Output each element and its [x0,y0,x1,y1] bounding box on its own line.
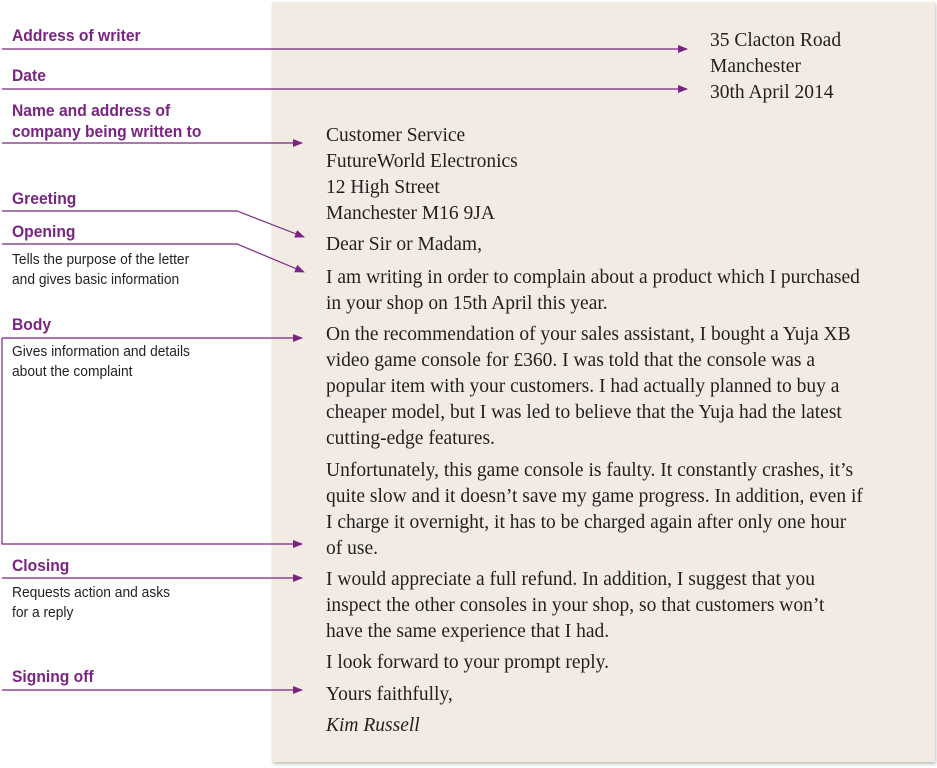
letter-sign-off [326,682,453,708]
letter-greeting [326,232,482,258]
letter-opening [326,265,860,317]
recipient-address-line: Manchester M16 9JA [326,203,495,224]
label-opening: Opening [12,222,76,241]
desc-closing-line-1: Requests action and asks [12,584,171,601]
letter-signature [326,713,420,739]
body-line: cheaper model, but I was led to believe that the Yuja had the latest [326,402,842,423]
letter-closing [326,567,824,645]
desc-body-line-1: Gives information and details [12,343,190,360]
label-recipient-line-1: Name and address of [12,101,171,120]
letter-body-paragraph-2 [326,458,863,562]
desc-body-line-2: about the complaint [12,363,133,380]
body-line: video game console for £360. I was told that the console was a [326,350,815,371]
desc-closing-line-2: for a reply [12,604,74,621]
label-date: Date [12,66,46,85]
opening-line: in your shop on 15th April this year. [326,293,608,314]
connector-body-end [2,338,302,544]
label-address-of-writer: Address of writer [12,26,141,45]
recipient-address-line: Customer Service [326,125,466,146]
closing-line-2: I look forward to your prompt reply. [326,652,610,673]
writer-address [710,28,841,106]
letter-date: 30th April 2014 [710,82,834,103]
sign-off-text: Yours faithfully, [326,684,453,705]
connector-opening [2,244,304,272]
body-line: popular item with your customers. I had actually planned to buy a [326,376,840,397]
closing-line: I would appreciate a full refund. In addition, I suggest that you [326,569,815,590]
desc-opening-line-2: and gives basic information [12,271,180,288]
label-greeting: Greeting [12,189,77,208]
body-line: I charge it overnight, it has to be charged again after only one hour [326,512,847,533]
body-line: On the recommendation of your sales assistant, I bought a Yuja XB [326,324,851,345]
label-body: Body [12,315,52,334]
closing-line: have the same experience that I had. [326,621,610,642]
signature-text: Kim Russell [326,715,420,736]
desc-opening-line-1: Tells the purpose of the letter [12,251,190,268]
connector-greeting [2,211,304,237]
greeting-text: Dear Sir or Madam, [326,234,482,255]
label-signing-off: Signing off [12,667,94,686]
writer-address-line: 35 Clacton Road [710,30,842,51]
body-line: Unfortunately, this game console is faulty. It constantly crashes, it’s [326,460,854,481]
body-line: of use. [326,538,378,559]
label-recipient-line-2: company being written to [12,122,202,141]
recipient-address-line: 12 High Street [326,177,440,198]
body-line: cutting-edge features. [326,428,495,449]
letter-body-paragraph-1 [326,322,851,452]
recipient-address [326,123,518,227]
writer-address-line: Manchester [710,56,801,77]
closing-line: inspect the other consoles in your shop, so that customers won’t [326,595,825,616]
letter-closing-2 [326,650,609,676]
label-closing: Closing [12,556,70,575]
body-line: quite slow and it doesn’t save my game progress. In addition, even if [326,486,863,507]
recipient-address-line: FutureWorld Electronics [326,151,518,172]
opening-line: I am writing in order to complain about a product which I purchased [326,267,860,288]
